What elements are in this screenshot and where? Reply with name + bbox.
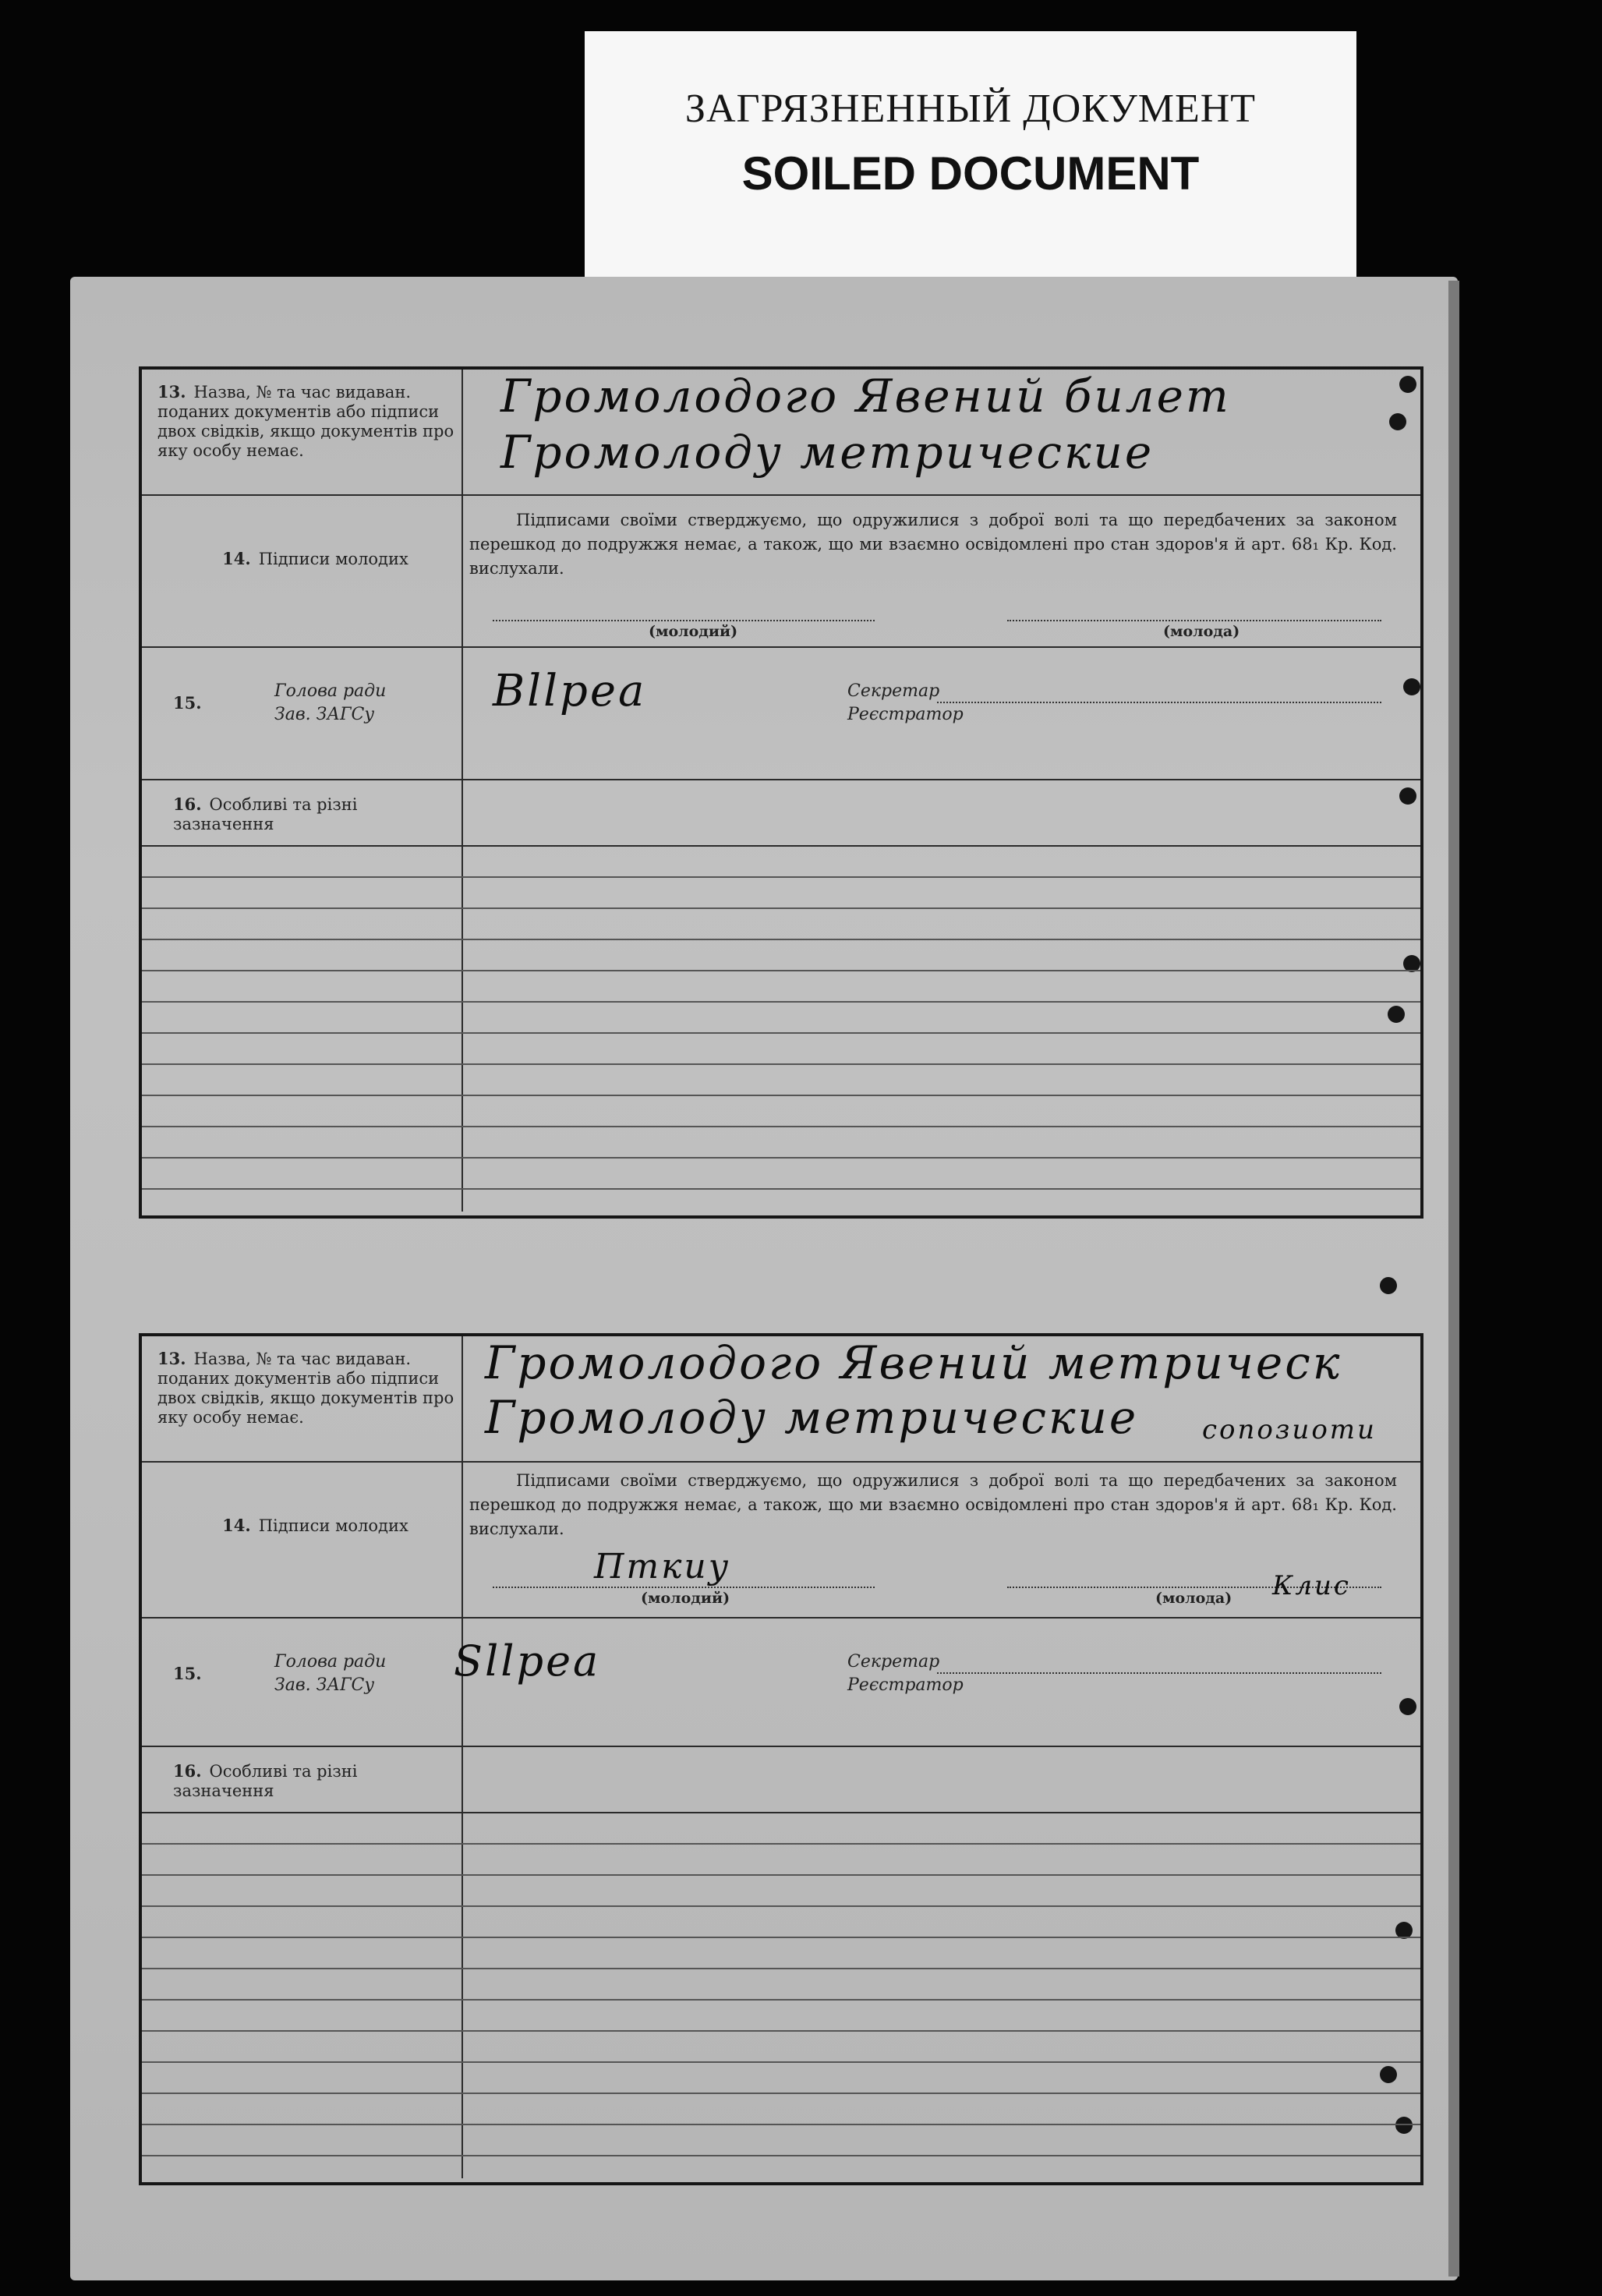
row13-handwriting-1: Громолодого Явений метрическ xyxy=(485,1336,1342,1389)
record-2 xyxy=(139,1333,1423,2185)
row14-declaration: Підписами своїми стверджуємо, що одружилися з доброї волі та що передбачених за законом перешкод до подружжя немає, а також, що ми взаємно освідомлені про стан здоров'я й арт. 68₁ Кр. Код. вислухали. xyxy=(469,511,1397,578)
row13-handwriting-extra: сопозиоти xyxy=(1202,1414,1377,1445)
row13-handwriting-2: Громолоду метрические xyxy=(485,1391,1139,1444)
row13-label: 13. Назва, № та час видаван. поданих документів або підписи двох свідків, якщо документів про яку особу немає. xyxy=(157,1349,454,1427)
groom-signature: Пткиу xyxy=(594,1547,731,1587)
punch-hole xyxy=(1380,1277,1397,1294)
row13-handwriting-2: Громолоду метрические xyxy=(500,426,1155,479)
registrar: Реєстратор xyxy=(847,1675,964,1695)
row13-label: 13. Назва, № та час видаван. поданих документів або підписи двох свідків, якщо документів про яку особу немає. xyxy=(157,382,454,460)
head-of-registry: Зав. ЗАГСу xyxy=(274,705,375,724)
registrar: Реєстратор xyxy=(847,705,964,724)
head-signature: Sllpeа xyxy=(454,1636,601,1686)
row15-number: 15. xyxy=(173,693,202,713)
record-1 xyxy=(139,366,1423,1219)
secretary: Секретар xyxy=(847,1652,940,1672)
head-of-council: Голова ради xyxy=(274,681,387,701)
head-signature: Bllpeа xyxy=(493,666,647,716)
row14-declaration: Підписами своїми стверджуємо, що одружилися з доброї волі та що передбачених за законом перешкод до подружжя немає, а також, що ми взаємно освідомлені про стан здоров'я й арт. 68₁ Кр. Код. вислухали. xyxy=(469,1471,1397,1538)
head-of-council: Голова ради xyxy=(274,1652,387,1672)
row16-label: 16. Особливі та різні зазначення xyxy=(173,794,358,833)
bride-caption: (молода) xyxy=(1163,623,1240,640)
groom-caption: (молодий) xyxy=(649,623,738,640)
secretary: Секретар xyxy=(847,681,940,701)
row16-label: 16. Особливі та різні зазначення xyxy=(173,1761,358,1800)
label-english: SOILED DOCUMENT xyxy=(741,147,1200,200)
soiled-document-label xyxy=(585,31,1356,285)
label-russian: ЗАГРЯЗНЕННЫЙ ДОКУМЕНТ xyxy=(684,87,1257,131)
row14-label: 14. Підписи молодих xyxy=(222,549,408,568)
bride-signature: Клис xyxy=(1272,1570,1351,1601)
row15-number: 15. xyxy=(173,1664,202,1683)
row14-label: 14. Підписи молодих xyxy=(222,1516,408,1535)
page-edge xyxy=(1448,281,1459,2277)
head-of-registry: Зав. ЗАГСу xyxy=(274,1675,375,1695)
bride-caption: (молода) xyxy=(1155,1590,1232,1607)
row13-handwriting-1: Громолодого Явений билет xyxy=(500,370,1231,423)
groom-caption: (молодий) xyxy=(641,1590,730,1607)
